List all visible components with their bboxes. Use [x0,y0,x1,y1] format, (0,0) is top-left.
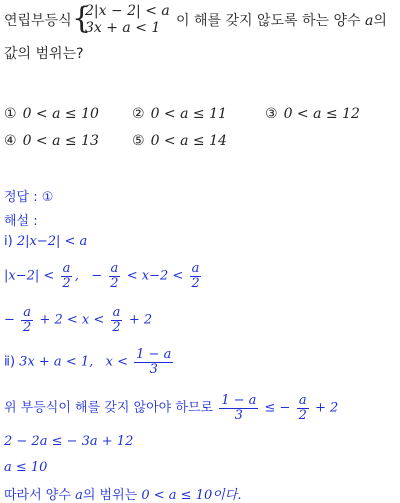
option-4[interactable] [4,133,99,149]
step-5-op: ≤ − [264,400,291,416]
question-suffix-a: 이 해를 갖지 않도록 하는 양수 [176,13,361,29]
conclusion-b: 의 범위는 [82,488,138,503]
equation-1: 2|x − 2| < a [85,3,170,19]
option-2[interactable] [132,106,227,122]
option-3[interactable] [265,106,360,122]
step-4-label: ⅱ) [4,354,16,370]
frac-num: a [298,393,307,408]
frac-den: 2 [23,319,32,335]
option-2-number: ② [132,106,145,122]
step-4 [4,348,175,376]
frac-den: 2 [112,319,121,335]
option-1-number: ① [4,106,17,122]
minus-sign: − [91,268,103,284]
option-5[interactable] [132,133,227,149]
conclusion [4,484,242,503]
fraction-1-minus-a-over-3 [219,394,258,422]
minus-sign: − [4,312,15,328]
frac-num: a [191,261,200,276]
equation-2: 3x + a < 1 [85,20,161,36]
step-1-expr: 2|x−2| < a [16,234,88,249]
option-4-number: ④ [4,133,17,149]
frac-den: 2 [62,275,71,291]
step-6: 2 − 2a ≤ − 3a + 12 [4,434,134,449]
frac-num: a [110,261,119,276]
question-var: a [365,13,374,29]
fraction-a-over-2 [110,306,122,334]
option-5-number: ⑤ [132,133,145,149]
fraction-a-over-2 [108,262,120,290]
option-1[interactable] [4,106,99,122]
frac-den: 3 [149,361,158,377]
step-2-mid: < x−2 < [126,268,184,284]
frac-num: 1 − a [221,393,257,408]
step-3 [4,306,152,334]
conclusion-c: 0 < a ≤ 10이다. [141,488,242,503]
step-5-text: 위 부등식이 해를 갖지 않아야 하므로 [4,400,214,416]
system-brace: { [72,1,92,36]
option-1-text: 0 < a ≤ 10 [22,106,99,122]
frac-den: 2 [110,275,119,291]
step-4-x: x < [105,354,129,370]
conclusion-var: a [75,488,83,503]
explain-label: 해설 : [4,214,38,229]
fraction-a-over-2 [60,262,72,290]
step-5-end: + 2 [315,400,339,416]
option-2-text: 0 < a ≤ 11 [150,106,227,122]
option-5-text: 0 < a ≤ 14 [150,133,227,149]
option-3-number: ③ [265,106,278,122]
question-suffix-b: 의 [373,13,387,29]
frac-den: 2 [191,275,200,291]
step-1 [4,234,87,249]
step-3-mid: + 2 < x < [39,312,105,328]
frac-num: a [112,305,121,320]
conclusion-a: 따라서 양수 [4,488,71,503]
fraction-1-minus-a-over-3 [134,348,173,376]
frac-num: 1 − a [136,347,172,362]
step-3-end: + 2 [128,312,153,328]
option-3-text: 0 < a ≤ 12 [283,106,360,122]
step-5 [4,394,338,422]
answer-label: 정답 : ① [4,190,54,205]
frac-num: a [62,261,71,276]
question-text [176,10,387,30]
option-4-text: 0 < a ≤ 13 [22,133,99,149]
frac-den: 2 [298,407,307,423]
frac-den: 3 [234,407,243,423]
step-7: a ≤ 10 [4,460,48,475]
frac-num: a [23,305,32,320]
question-prefix: 연립부등식 [4,13,72,29]
step-2-left: |x−2| < [4,268,55,284]
fraction-a-over-2 [21,306,33,334]
step-2 [4,262,204,290]
step-4-expr: 3x + a < 1, [19,354,94,370]
step-1-label: ⅰ) [4,234,13,249]
fraction-a-over-2 [297,394,309,422]
comma: , [74,268,79,284]
fraction-a-over-2 [189,262,201,290]
question-line2: 값의 범위는? [4,46,84,62]
